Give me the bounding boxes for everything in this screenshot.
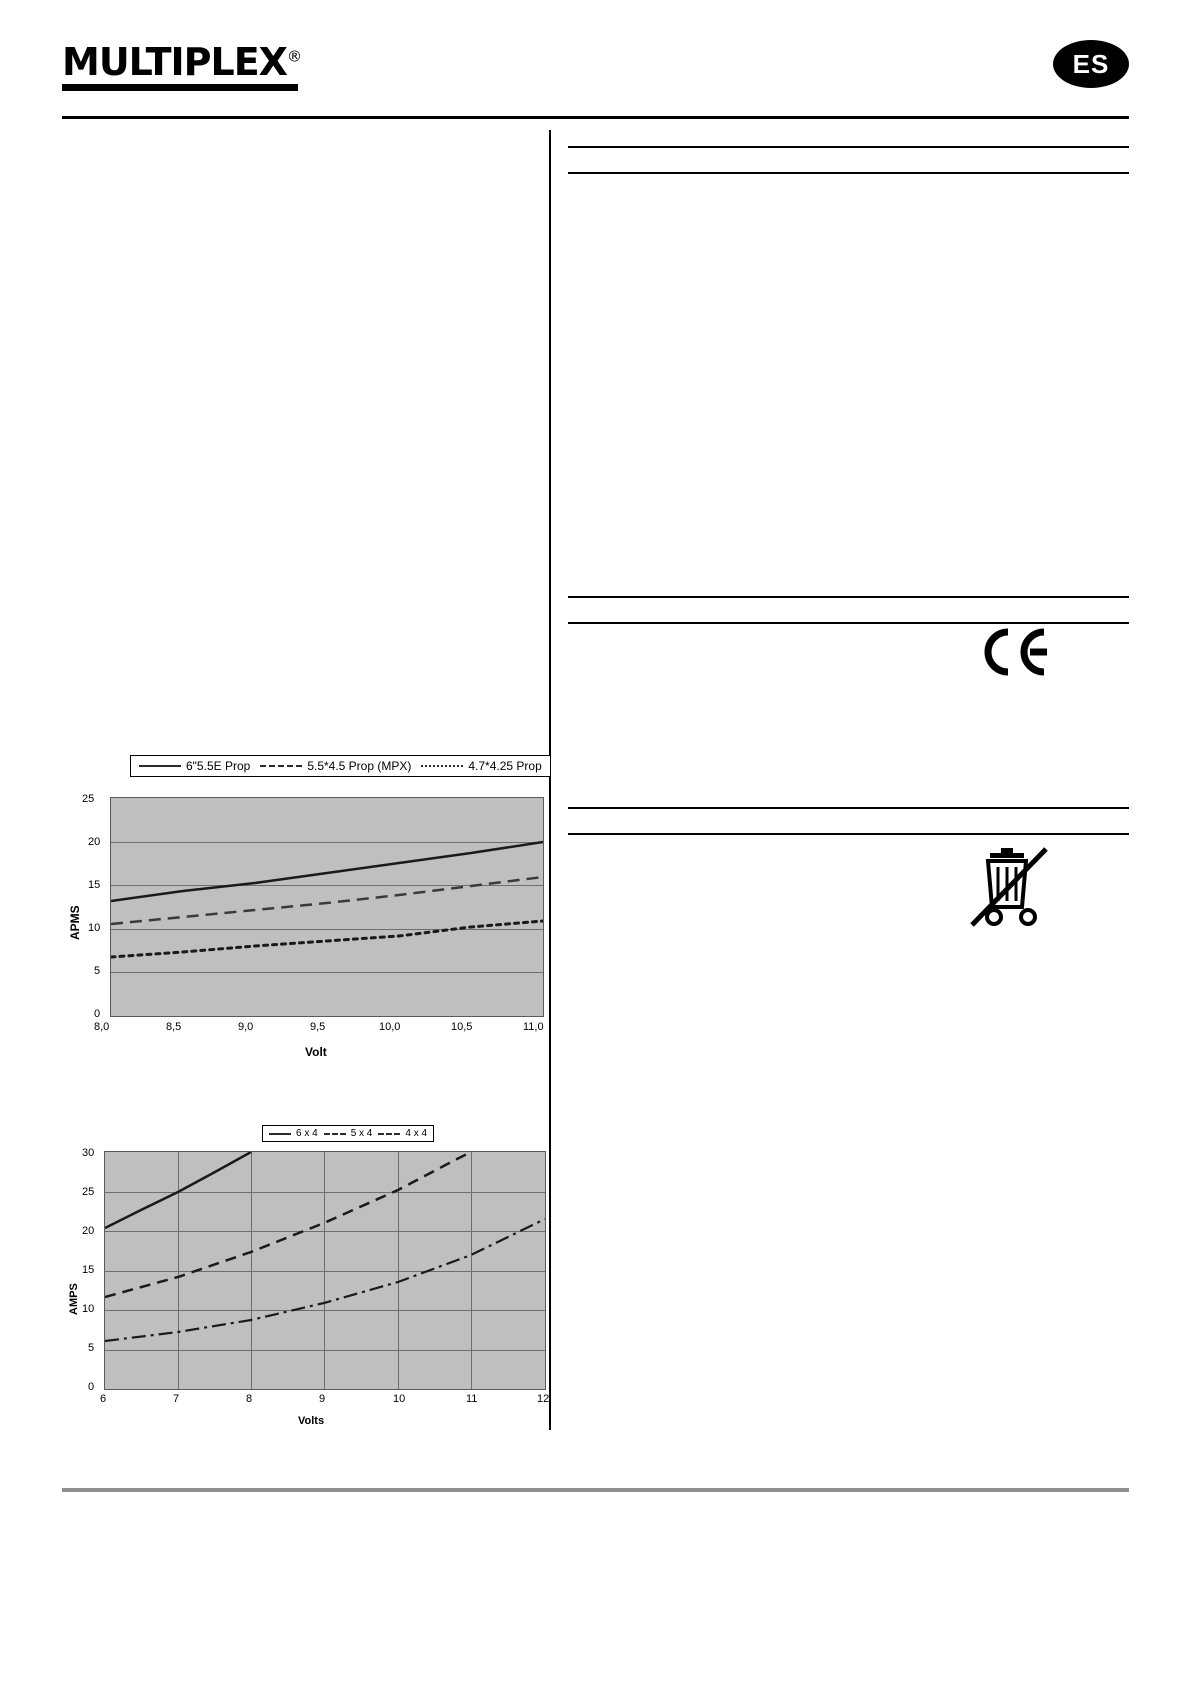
- brand-logo-underline: [62, 84, 298, 91]
- chart2-y-tick: 25: [82, 1186, 95, 1198]
- section-rule-1-bottom: [568, 172, 1129, 174]
- legend-label: 4.7*4.25 Prop: [468, 759, 542, 773]
- chart-legend: [262, 1125, 434, 1142]
- chart2-y-tick: 0: [88, 1381, 95, 1393]
- section-rule-3-bottom: [568, 833, 1129, 835]
- legend-swatch-solid-icon: [139, 765, 181, 767]
- section-rule-1-top: [568, 146, 1129, 148]
- legend-item: [378, 1128, 427, 1139]
- chart2-x-tick: 11: [466, 1393, 478, 1405]
- legend-swatch-solid-icon: [269, 1133, 291, 1135]
- chart2-x-tick: 8: [246, 1393, 253, 1405]
- chart2-x-tick: 7: [173, 1393, 180, 1405]
- chart1-y-tick: 25: [82, 793, 95, 805]
- chart1-x-tick: 10,5: [451, 1021, 473, 1033]
- legend-swatch-dashed-icon: [260, 765, 302, 767]
- chart2-y-tick: 30: [82, 1147, 95, 1159]
- legend-swatch-dashed-icon: [324, 1133, 346, 1135]
- legend-item: [421, 759, 541, 773]
- header-rule: [62, 116, 1129, 119]
- section-rule-3-top: [568, 807, 1129, 809]
- legend-item: [260, 759, 411, 773]
- chart-legend: [130, 755, 551, 777]
- chart1-series-svg: [111, 798, 543, 1016]
- chart2-x-tick: 10: [393, 1393, 406, 1405]
- chart1-x-tick: 8,0: [94, 1021, 110, 1033]
- chart1-y-axis-title: APMS: [68, 905, 82, 940]
- chart-amps-volt: [62, 755, 542, 1075]
- chart2-x-axis-title: Volts: [298, 1415, 325, 1427]
- legend-item: [324, 1128, 373, 1139]
- legend-label: 6"5.5E Prop: [186, 759, 251, 773]
- brand-logo: [62, 40, 301, 84]
- chart2-y-axis-title: AMPS: [68, 1283, 80, 1315]
- chart1-y-tick: 15: [88, 879, 101, 891]
- chart2-y-tick: 15: [82, 1264, 95, 1276]
- chart2-x-tick: 9: [319, 1393, 326, 1405]
- footer-rule: [62, 1488, 1129, 1492]
- chart1-plot-area: [110, 797, 544, 1017]
- chart1-y-tick: 0: [94, 1008, 101, 1020]
- weee-crossed-bin-icon: [968, 845, 1050, 931]
- chart1-x-tick: 8,5: [166, 1021, 182, 1033]
- chart1-y-tick: 5: [94, 965, 101, 977]
- legend-label: 4 x 4: [405, 1128, 428, 1139]
- legend-label: 6 x 4: [296, 1128, 318, 1139]
- chart1-y-tick: 10: [88, 922, 101, 934]
- legend-item: [269, 1128, 318, 1139]
- section-rule-2-bottom: [568, 622, 1129, 624]
- chart2-x-tick: 6: [100, 1393, 107, 1405]
- chart2-plot-area: [104, 1151, 546, 1390]
- legend-label: 5.5*4.5 Prop (MPX): [307, 759, 412, 773]
- legend-item: [139, 759, 250, 773]
- chart1-x-tick: 9,5: [310, 1021, 326, 1033]
- brand-logo-text: MULTIPLEX: [62, 40, 287, 84]
- chart2-y-tick: 5: [88, 1342, 95, 1354]
- chart1-x-tick: 10,0: [379, 1021, 401, 1033]
- chart2-x-tick: 12: [537, 1393, 550, 1405]
- chart1-x-tick: 9,0: [238, 1021, 254, 1033]
- column-divider: [549, 130, 551, 1430]
- chart2-series-svg: [105, 1152, 545, 1389]
- legend-label: 5 x 4: [350, 1128, 373, 1139]
- chart1-x-tick: 11,0: [523, 1021, 544, 1033]
- chart2-y-tick: 20: [82, 1225, 95, 1237]
- chart1-y-tick: 20: [88, 836, 101, 848]
- language-badge: ES: [1053, 40, 1129, 88]
- section-rule-2-top: [568, 596, 1129, 598]
- chart1-x-axis-title: Volt: [305, 1045, 327, 1059]
- chart-amps-volts: [62, 1125, 550, 1445]
- legend-swatch-dashdot-icon: [378, 1133, 400, 1135]
- ce-mark-icon: [978, 628, 1050, 676]
- registered-mark: ®: [286, 47, 301, 66]
- chart2-y-tick: 10: [82, 1303, 95, 1315]
- legend-swatch-dotted-icon: [421, 765, 463, 767]
